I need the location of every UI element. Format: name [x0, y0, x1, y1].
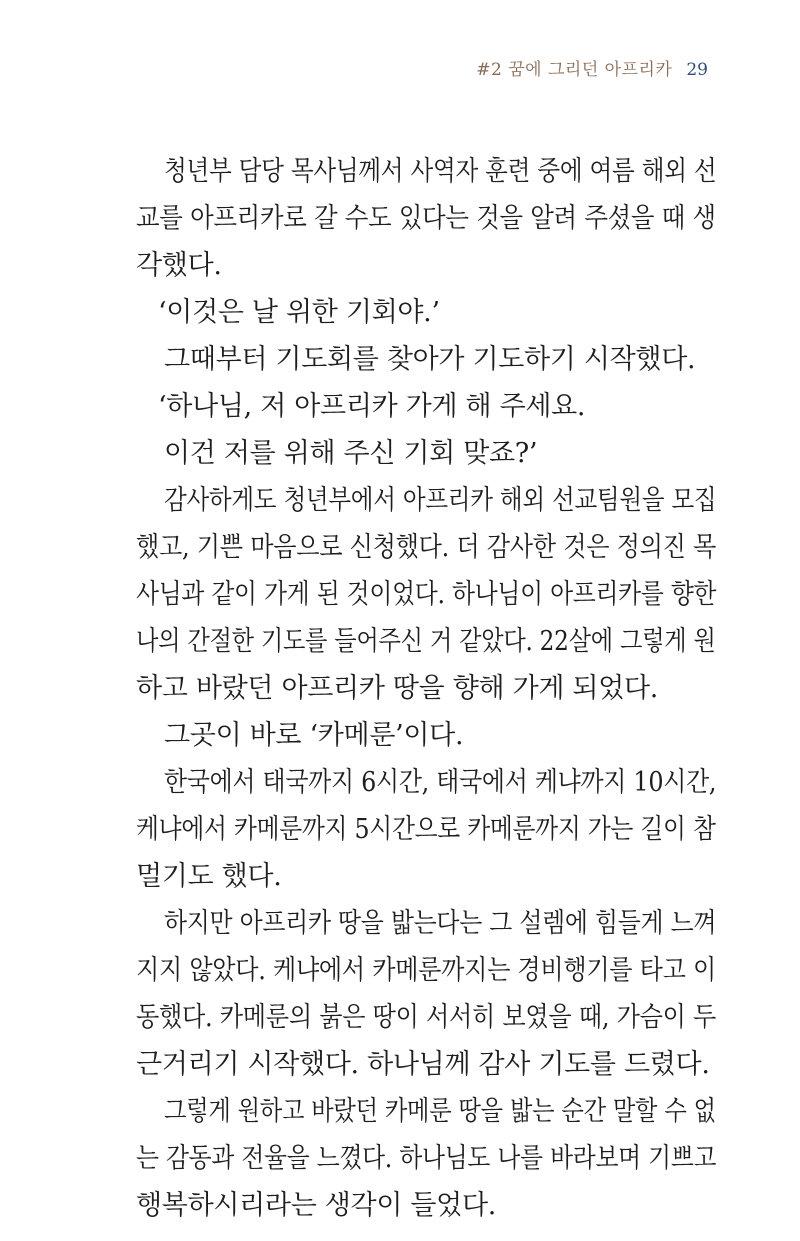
- text-line: 근거리기 시작했다. 하나님께 감사 기도를 드렸다.: [136, 1049, 710, 1080]
- text-line: 한국에서 태국까지 6시간, 태국에서 케냐까지 10시간,: [164, 767, 717, 798]
- text-line: ‘하나님, 저 아프리카 가게 해 주세요.: [158, 391, 586, 422]
- text-line: 그곳이 바로 ‘카메룬’이다.: [164, 720, 464, 751]
- page-number: 29: [686, 60, 708, 80]
- text-line: 지지 않았다. 케냐에서 카메룬까지는 경비행기를 타고 이: [136, 955, 716, 986]
- text-line: 나의 간절한 기도를 들어주신 거 같았다. 22살에 그렇게 원: [136, 626, 716, 657]
- text-line: 감사하게도 청년부에서 아프리카 해외 선교팀원을 모집: [164, 485, 717, 516]
- text-line: 그렇게 원하고 바랐던 카메룬 땅을 밟는 순간 말할 수 없: [164, 1096, 716, 1127]
- text-line: 케냐에서 카메룬까지 5시간으로 카메룬까지 가는 길이 참: [136, 814, 716, 845]
- text-line: 이건 저를 위해 주신 기회 맞죠?’: [164, 438, 538, 469]
- text-line: ‘이것은 날 위한 기회야.’: [158, 297, 440, 328]
- running-head: [476, 58, 708, 82]
- text-line: 사님과 같이 가게 된 것이었다. 하나님이 아프리카를 향한: [136, 579, 717, 610]
- text-line: 했고, 기쁜 마음으로 신청했다. 더 감사한 것은 정의진 목: [136, 532, 717, 563]
- chapter-title: #2 꿈에 그리던 아프리카: [476, 60, 673, 80]
- text-line: 하지만 아프리카 땅을 밟는다는 그 설렘에 힘들게 느껴: [164, 908, 717, 939]
- text-line: 청년부 담당 목사님께서 사역자 훈련 중에 여름 해외 선: [164, 156, 717, 187]
- text-line: 그때부터 기도회를 찾아가 기도하기 시작했다.: [164, 344, 696, 375]
- text-line: 동했다. 카메룬의 붉은 땅이 서서히 보였을 때, 가슴이 두: [136, 1002, 717, 1033]
- text-line: 멀기도 했다.: [136, 861, 282, 892]
- text-line: 행복하시리라는 생각이 들었다.: [136, 1190, 497, 1221]
- text-line: 교를 아프리카로 갈 수도 있다는 것을 알려 주셨을 때 생: [136, 203, 716, 234]
- text-line: 하고 바랐던 아프리카 땅을 향해 가게 되었다.: [136, 673, 659, 704]
- text-line: 각했다.: [136, 250, 222, 281]
- text-line: 는 감동과 전율을 느꼈다. 하나님도 나를 바라보며 기쁘고: [136, 1143, 717, 1174]
